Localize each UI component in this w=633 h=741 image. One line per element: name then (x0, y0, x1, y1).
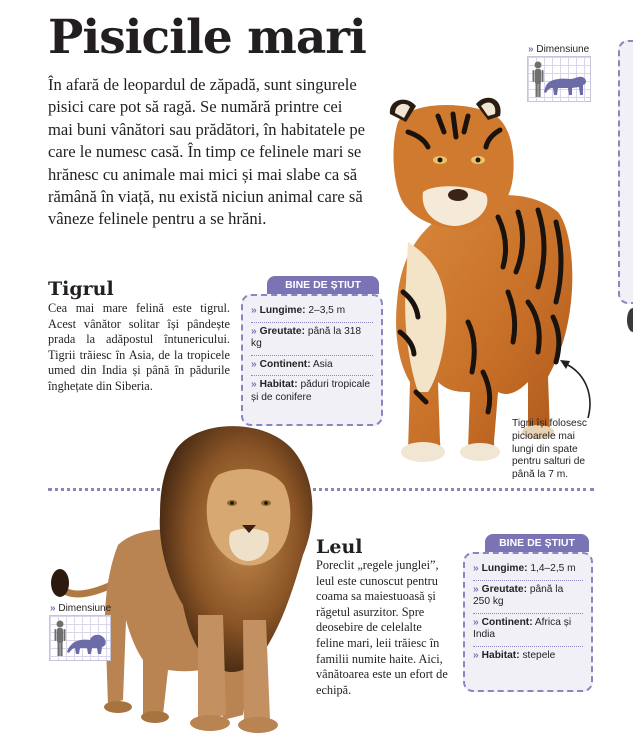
lion-dimension-chart (49, 615, 111, 661)
tiger-text: Cea mai mare felină este tigrul. Acest vânător solitar își pândește prada la adăpostul întunericului. Tigrii trăiesc în Asia, de la tropicele umed din India și până în pădurile înghețate din Siberia. (48, 301, 230, 393)
lion-fact-box (463, 534, 593, 692)
fact-item: » Lungime: 1,4–2,5 m (473, 560, 583, 581)
lion-heading: Leul (316, 536, 363, 558)
lion-fact-tab: BINE DE ȘTIUT (485, 534, 589, 552)
caption-arrow (556, 356, 596, 424)
tiger-caption: Tigrii își folosesc picioarele mai lungi din spate pentru salturi de până la 7 m. (512, 418, 587, 481)
intro-text: În afară de leopardul de zăpadă, sunt singurele pisici care pot să ragă. Se numără printre cei mai buni vânători sau prădători, în habitatele pe care le numesc casă. În timp ce felinele mari se hrănesc cu animale mai mici și mai slabe ca să rămână în viață, nu există niciun animal care să vâneze felinele pentru a se hrăni. (48, 75, 366, 229)
lion-size-icon (50, 616, 110, 660)
tiger-fact-list (243, 296, 381, 414)
fact-item: » Greutate: până la 318 kg (251, 323, 373, 356)
tiger-heading: Tigrul (48, 278, 114, 300)
lion-text: Poreclit „regele junglei”, leul este cunoscut pentru coama sa maiestuoasă și răgetul asurzitor. Spre deosebire de celelalte feline mari, leii trăiesc în familii numite haite. Aici, vânătoarea este un efort de echipă. (316, 558, 448, 697)
tiger-illustration (368, 92, 578, 470)
tiger-fact-tab: BINE DE ȘTIUT (267, 276, 379, 294)
fact-item: » Habitat: păduri tropicale și de conifere (251, 376, 373, 408)
lion-fact-list (465, 554, 591, 672)
lion-dimension-label: » Dimensiune (50, 603, 111, 614)
fact-item: » Greutate: până la 250 kg (473, 581, 583, 614)
tiger-fact-panel (241, 294, 383, 426)
page-title: Pisicile mari (48, 10, 366, 65)
fact-item: » Continent: Asia (251, 356, 373, 377)
tiger-fact-box (241, 276, 383, 426)
fact-item: » Lungime: 2–3,5 m (251, 302, 373, 323)
next-page-edge (618, 40, 633, 304)
lion-fact-panel (463, 552, 593, 692)
page-edge-knob (627, 308, 633, 332)
fact-item: » Continent: Africa și India (473, 614, 583, 647)
fact-item: » Habitat: stepele (473, 647, 583, 667)
lion-illustration (48, 415, 318, 741)
tiger-dimension-label: » Dimensiune (528, 44, 589, 55)
